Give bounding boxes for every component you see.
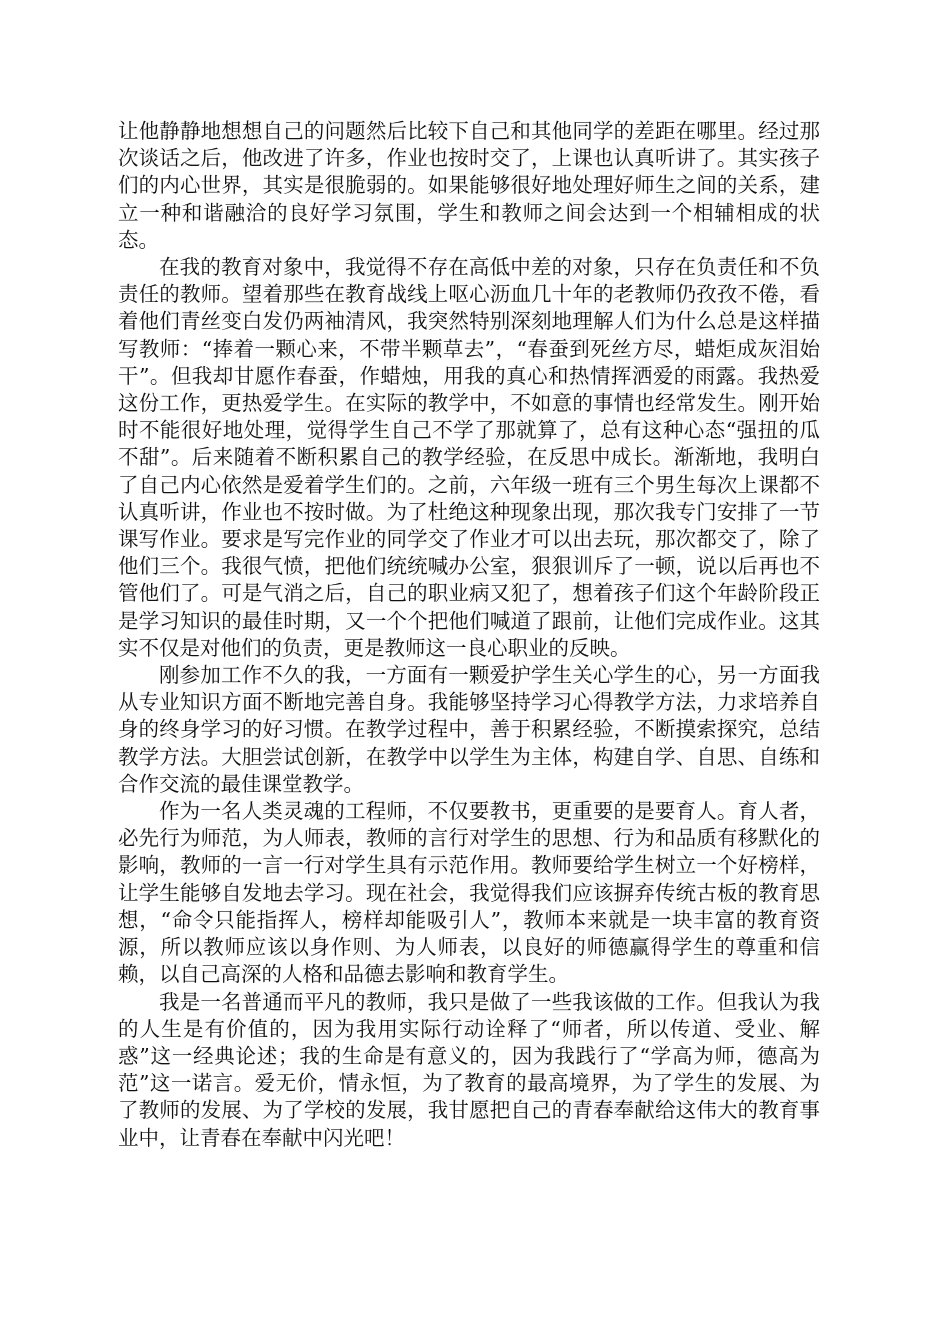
paragraph-2: 在我的教育对象中，我觉得不存在高低中差的对象，只存在负责任和不负责任的教师。望着那些在教育战线上呕心沥血几十年的老教师仍孜孜不倦，看着他们青丝变白发仍两袖清风，我突然特别深刻地理解人们为什么总是这样描写教师：“捧着一颗心来，不带半颗草去”，“春蚕到死丝方尽，蜡炬成灰泪始干”。但我却甘愿作春蚕，作蜡烛，用我的真心和热情挥洒爱的雨露。我热爱这份工作，更热爱学生。在实际的教学中，不如意的事情也经常发生。刚开始时不能很好地处理，觉得学生自己不学了那就算了，总有这种心态“强扭的瓜不甜”。后来随着不断积累自己的教学经验，在反思中成长。渐渐地，我明白了自己内心依然是爱着学生们的。之前，六年级一班有三个男生每次上课都不认真听讲，作业也不按时做。为了杜绝这种现象出现，那次我专门安排了一节课写作业。要求是写完作业的同学交了作业才可以出去玩，那次都交了，除了他们三个。我很气愤，把他们统统喊办公室，狠狠训斥了一顿，说以后再也不管他们了。可是气消之后，自己的职业病又犯了，想着孩子们这个年龄阶段正是学习知识的最佳时期，又一个个把他们喊道了跟前，让他们完成作业。这其实不仅是对他们的负责，更是教师这一良心职业的反映。 <box>118 255 820 660</box>
paragraph-4: 作为一名人类灵魂的工程师，不仅要教书，更重要的是要育人。育人者，必先行为师范，为人师表，教师的言行对学生的思想、行为和品质有移默化的影响，教师的一言一行对学生具有示范作用。教师要给学生树立一个好榜样，让学生能够自发地去学习。现在社会，我觉得我们应该摒弃传统古板的教育思想，“命令只能指挥人，榜样却能吸引人”，教师本来就是一块丰富的教育资源，所以教师应该以身作则、为人师表，以良好的师德赢得学生的尊重和信赖，以自己高深的人格和品德去影响和教育学生。 <box>118 799 820 987</box>
paragraph-3: 刚参加工作不久的我，一方面有一颗爱护学生关心学生的心，另一方面我从专业知识方面不断地完善自身。我能够坚持学习心得教学方法，力求培养自身的终身学习的好习惯。在教学过程中，善于积累经验，不断摸索探究，总结教学方法。大胆尝试创新，在教学中以学生为主体，构建自学、自思、自练和合作交流的最佳课堂教学。 <box>118 663 820 796</box>
paragraph-1: 让他静静地想想自己的问题然后比较下自己和其他同学的差距在哪里。经过那次谈话之后，他改进了许多，作业也按时交了，上课也认真听讲了。其实孩子们的内心世界，其实是很脆弱的。如果能够很好地处理好师生之间的关系，建立一种和谐融洽的良好学习氛围，学生和教师之间会达到一个相辅相成的状态。 <box>118 119 820 252</box>
paragraph-5: 我是一名普通而平凡的教师，我只是做了一些我该做的工作。但我认为我的人生是有价值的，因为我用实际行动诠释了“师者，所以传道、受业、解惑”这一经典论述；我的生命是有意义的，因为我践行了“学高为师，德高为范”这一诺言。爱无价，情永恒，为了教育的最高境界，为了学生的发展、为了教师的发展、为了学校的发展，我甘愿把自己的青春奉献给这伟大的教育事业中，让青春在奉献中闪光吧！ <box>118 989 820 1150</box>
document-body <box>118 118 820 1152</box>
